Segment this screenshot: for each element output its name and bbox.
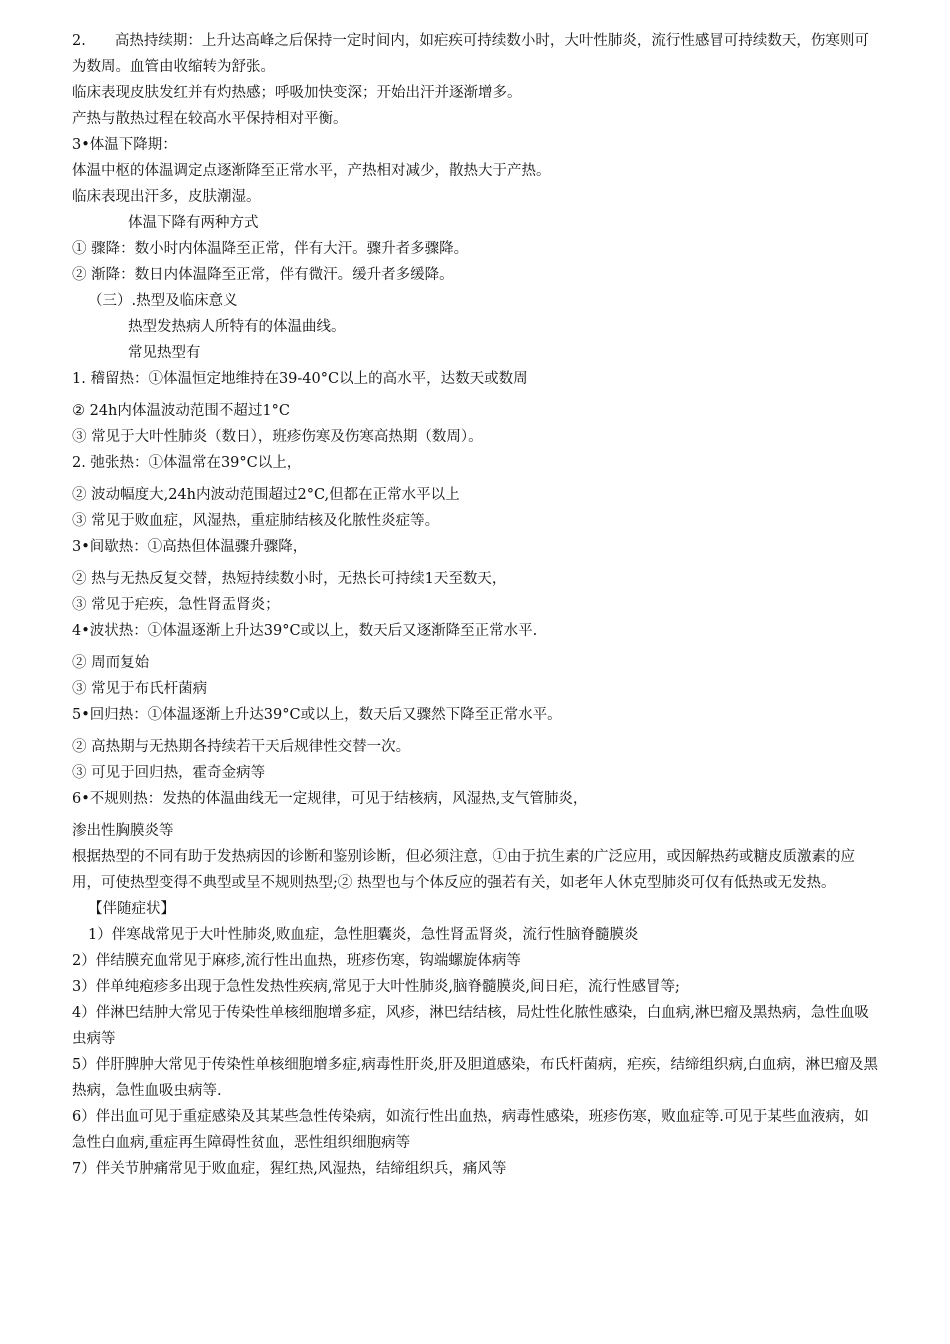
paragraph-common-fever-types: 常见热型有 (128, 345, 201, 361)
paragraph-fever-type-definition: 热型发热病人所特有的体温曲线。 (128, 319, 346, 335)
document-page (72, 28, 880, 1182)
heading-temperature-drop-stage: 3•体温下降期： (72, 137, 177, 153)
list-item-intermittent-fever-pattern: ② 热与无热反复交替，热短持续数小时，无热长可持续1天至数天， (72, 571, 507, 587)
list-item-remittent-fever-causes: ③ 常见于败血症，风湿热，重症肺结核及化脓性炎症等。 (72, 513, 440, 529)
list-item-hepatosplenomegaly: 5）伴肝脾肿大常见于传染性单核细胞增多症,病毒性肝炎,肝及胆道感染，布氏杆菌病，疟疾，结缔组织病,白血病，淋巴瘤及黑热病，急性血吸虫病等. (72, 1057, 879, 1099)
list-item-continued-fever: 1. 稽留热：①体温恒定地维持在39-40°C以上的高水平，达数天或数周 (72, 371, 528, 387)
list-item-continued-fever-range: ② 24h内体温波动范围不超过1°C (72, 403, 290, 419)
paragraph-clinical-sweating: 临床表现出汗多，皮肤潮湿。 (72, 189, 261, 205)
list-item-relapsing-fever-pattern: ② 高热期与无热期各持续若干天后规律性交替一次。 (72, 739, 411, 755)
list-item-intermittent-fever: 3•间歇热：①高热但体温骤升骤降， (72, 539, 308, 555)
paragraph-fever-persistent-stage: 2. 高热持续期：上升达高峰之后保持一定时间内，如疟疾可持续数小时，大叶性肺炎，流行性感冒可持续数天，伤寒则可为数周。血管由收缩转为舒张。 (72, 33, 869, 75)
list-item-remittent-fever: 2. 弛张热：①体温常在39°C以上， (72, 455, 302, 471)
list-item-joint-pain: 7）伴关节肿痛常见于败血症，猩红热,风湿热，结缔组织兵，痛风等 (72, 1161, 507, 1177)
list-item-remittent-fever-range: ② 波动幅度大,24h内波动范围超过2°C,但都在正常水平以上 (72, 487, 460, 503)
list-item-chills: 1）伴寒战常见于大叶性肺炎,败血症，急性胆囊炎，急性肾盂肾炎，流行性脑脊髓膜炎 (88, 927, 639, 943)
list-item-intermittent-fever-causes: ③ 常见于疟疾，急性肾盂肾炎； (72, 597, 280, 613)
paragraph-two-ways-drop: 体温下降有两种方式 (128, 215, 259, 231)
list-item-irregular-fever: 6•不规则热：发热的体温曲线无一定规律，可见于结核病，风湿热,支气管肺炎， (72, 791, 588, 807)
list-item-relapsing-fever-causes: ③ 可见于回归热，霍奇金病等 (72, 765, 266, 781)
list-item-continued-fever-causes: ③ 常见于大叶性肺炎（数日），班疹伤寒及伤寒高热期（数周）。 (72, 429, 483, 445)
list-item-gradual-drop: ② 渐降：数日内体温降至正常，伴有微汗。缓升者多缓降。 (72, 267, 454, 283)
list-item-undulant-fever-causes: ③ 常见于布氏杆菌病 (72, 681, 208, 697)
list-item-bleeding: 6）伴出血可见于重症感染及其某些急性传染病，如流行性出血热，病毒性感染，班疹伤寒，败血症等.可见于某些血液病，如急性白血病,重症再生障碍性贫血，恶性组织细胞病等 (72, 1109, 869, 1151)
list-item-undulant-fever-cycle: ② 周而复始 (72, 655, 150, 671)
heading-accompanying-symptoms: 【伴随症状】 (88, 901, 175, 917)
list-item-herpes-simplex: 3）伴单纯疱疹多出现于急性发热性疾病,常见于大叶性肺炎,脑脊髓膜炎,间日疟，流行性感冒等; (72, 979, 680, 995)
list-item-lymphadenopathy: 4）伴淋巴结肿大常见于传染性单核细胞增多症，风疹，淋巴结结核，局灶性化脓性感染，白血病,淋巴瘤及黑热病，急性血吸虫病等 (72, 1005, 869, 1047)
list-item-conjunctival-congestion: 2）伴结膜充血常见于麻疹,流行性出血热，班疹伤寒，钩端螺旋体病等 (72, 953, 521, 969)
list-item-sudden-drop: ① 骤降：数小时内体温降至正常，伴有大汗。骤升者多骤降。 (72, 241, 469, 257)
heading-fever-types: （三）.热型及临床意义 (88, 293, 238, 309)
paragraph-heat-balance: 产热与散热过程在较高水平保持相对平衡。 (72, 111, 348, 127)
list-item-undulant-fever: 4•波状热：①体温逐渐上升达39°C或以上，数天后又逐渐降至正常水平. (72, 623, 538, 639)
paragraph-set-point-drop: 体温中枢的体温调定点逐渐降至正常水平，产热相对减少，散热大于产热。 (72, 163, 551, 179)
list-item-relapsing-fever: 5•回归热：①体温逐渐上升达39°C或以上，数天后又骤然下降至正常水平。 (72, 707, 562, 723)
paragraph-diagnosis-note: 根据热型的不同有助于发热病因的诊断和鉴别诊断，但必须注意，①由于抗生素的广泛应用，或因解热药或糖皮质激素的应用，可使热型变得不典型或呈不规则热型;② 热型也与个体反应的强若有关，如老年人休克型肺炎可仅有低热或无发热。 (72, 849, 855, 891)
paragraph-clinical-signs-persistent: 临床表现皮肤发红并有灼热感；呼吸加快变深；开始出汗并逐渐增多。 (72, 85, 522, 101)
list-item-irregular-fever-cont: 渗出性胸膜炎等 (72, 823, 174, 839)
